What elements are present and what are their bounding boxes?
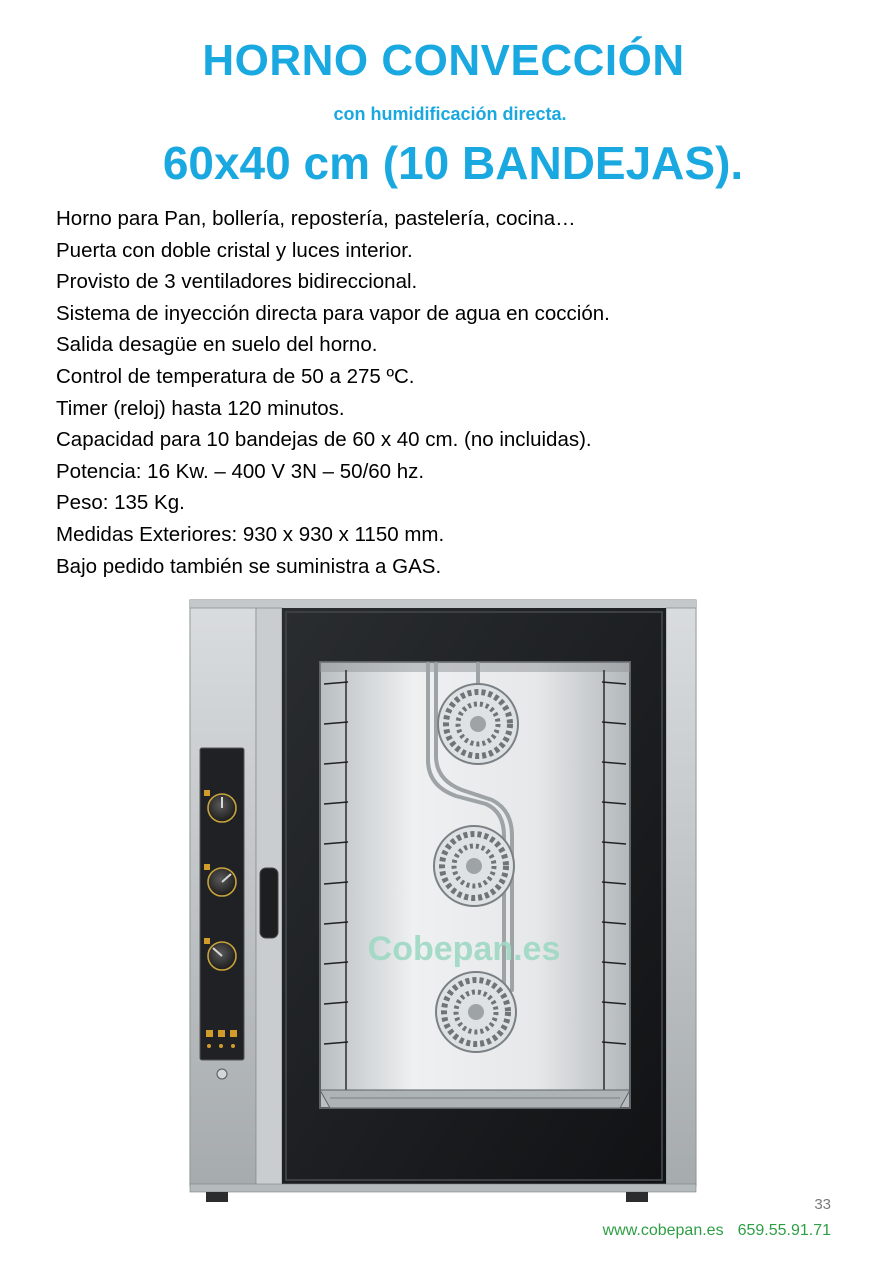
spec-item: Puerta con doble cristal y luces interior. [56,238,413,262]
footer-phone: 659.55.91.71 [737,1222,831,1239]
spec-item: Potencia: 16 Kw. – 400 V 3N – 50/60 hz. [56,459,425,483]
spec-item: Salida desagüe en suelo del horno. [56,333,378,357]
footer-website[interactable]: www.cobepan.es [602,1222,724,1239]
spec-item: Bajo pedido también se suministra a GAS. [56,554,442,578]
oven-image [186,590,704,1206]
spec-item: Provisto de 3 ventiladores bidireccional. [56,270,418,294]
size-title: 60x40 cm (10 BANDEJAS). [162,137,744,189]
spec-list [56,203,610,582]
watermark-text: Cobepan.es [367,930,561,968]
spec-item: Control de temperatura de 50 a 275 ºC. [56,364,415,388]
fan-bottom [436,972,516,1052]
page-number: 33 [814,1196,831,1213]
fan-top [438,684,518,764]
fan-middle [434,826,514,906]
spec-item: Sistema de inyección directa para vapor de agua en cocción. [56,301,610,325]
spec-item: Peso: 135 Kg. [56,491,185,515]
page-title: HORNO CONVECCIÓN [202,36,685,85]
spec-item: Medidas Exteriores: 930 x 930 x 1150 mm. [56,522,445,546]
spec-item: Horno para Pan, bollería, repostería, pastelería, cocina… [56,207,576,230]
spec-item: Timer (reloj) hasta 120 minutos. [56,396,345,420]
footer-contact [603,1222,831,1240]
spec-item: Capacidad para 10 bandejas de 60 x 40 cm. (no incluidas). [56,428,592,452]
page-subtitle: con humidificación directa. [333,104,567,124]
